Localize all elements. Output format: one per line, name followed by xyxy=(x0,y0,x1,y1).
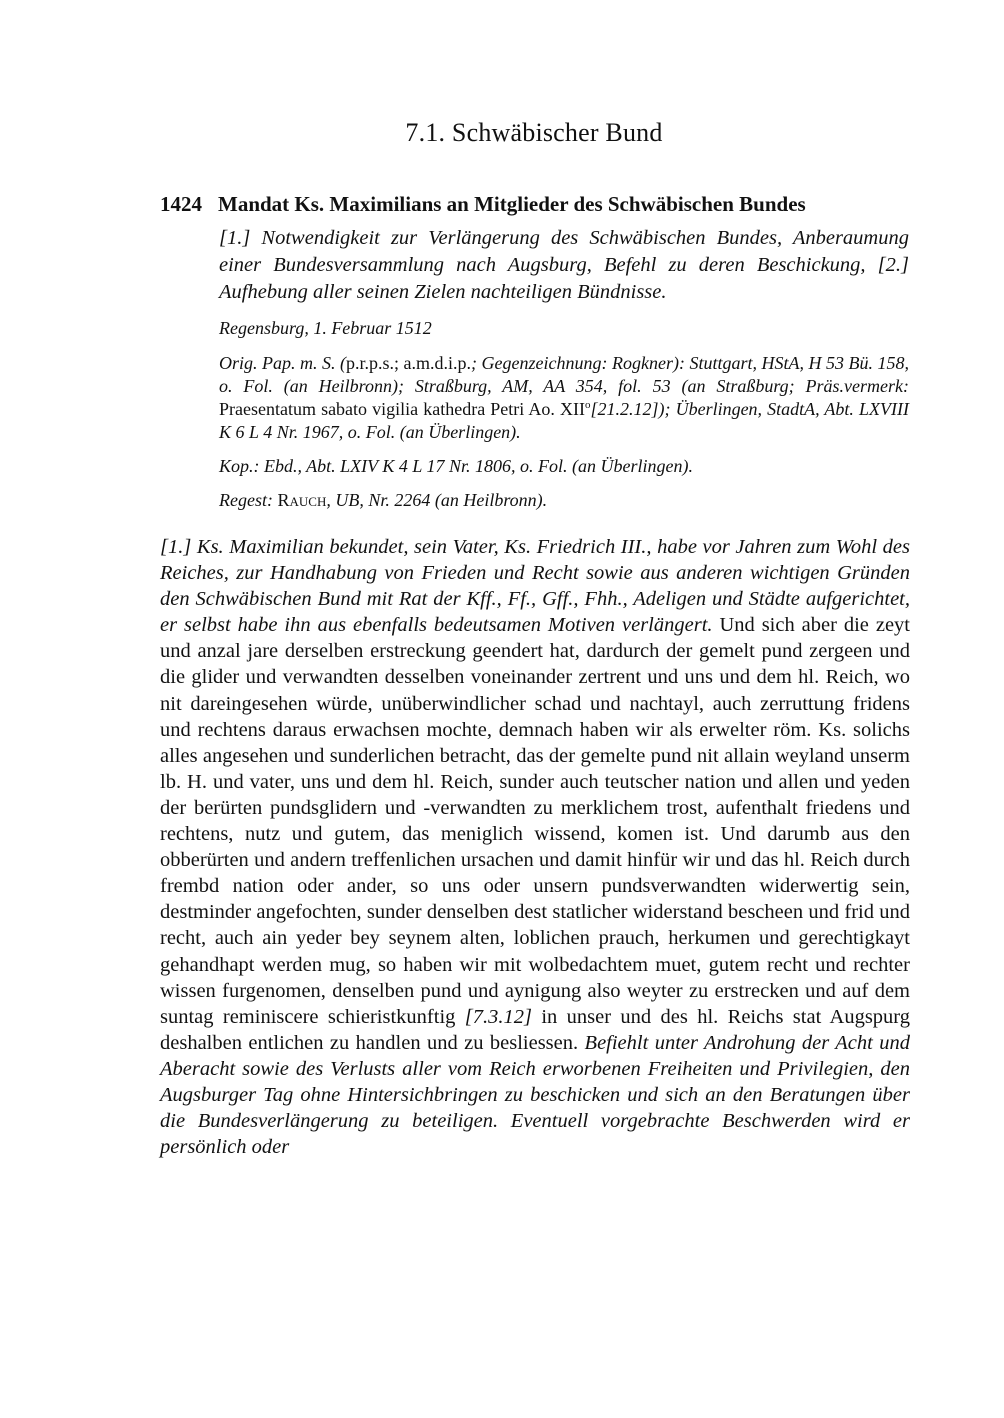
document-heading xyxy=(160,190,920,218)
original-source xyxy=(219,352,909,444)
orig-superscript: o xyxy=(584,399,591,411)
regest-rest: , UB, Nr. 2264 (an Heilbronn). xyxy=(326,490,548,510)
regest-author: Rauch xyxy=(277,490,327,510)
orig-part-7: [21.2.12]); Überlingen, StadtA, Abt. LXVIII K 6 L 4 Nr. 1967, o. Fol. (an Überlingen). xyxy=(219,399,909,442)
running-header xyxy=(0,117,1004,149)
place-date: Regensburg, 1. Februar 1512 xyxy=(219,318,432,338)
copy-source: Kop.: Ebd., Abt. LXIV K 4 L 17 Nr. 1806, o. Fol. (an Überlingen). xyxy=(219,456,694,476)
body-quote-1: Und sich aber die zeyt und anzal jare derselben erstreckung geendert hat, dardurch der gemelt pund zergeen und die glider und verwandten desselben voneinander zertrent und uns und dem hl. Reich, wo nit dareingesehen würde, unüberwindlicher schad und nachtayl, auch zerruttung fridens und rechtens daraus erwachsen mochte, demnach haben wir als erwelter röm. Ks. solichs alles angesehen und sunderlichen betracht, das der gemelte pund nit allain weyland unserm lb. H. und vater, uns und dem hl. Reich, sunder auch teutscher nation und allen und yeden der berürten pundsglidern und -verwandten zu merklichem trost, aufenthalt friedens und rechtens, nutz und gutem, das meniglich wissend, komen ist. Und darumb aus den obberürten und andern treffenlichen ursachen und damit hinfür wir und das hl. Reich durch frembd nation oder ander, so uns oder unsern pundsverwandten widerwertig sein, destminder angefochten, sunder denselben dest statlicher widerstand bescheen und frid und recht, auch ain yeder bey seynem alten, loblichen prauch, herkumen und gerechtigkayt gehandhapt werden mug, so haben wir mit wolbedachtem muet, gutem recht und rechter wissen furgenomen, denselben pund und aynigung also weyter zu erstrecken und auf dem suntag reminiscere schieristkunftig xyxy=(160,614,910,1028)
orig-part-1: Orig. Pap. m. S. ( xyxy=(219,353,347,373)
orig-part-3: a.m.d.i.p. xyxy=(399,353,472,373)
document-body xyxy=(160,534,910,1160)
document-number: 1424 xyxy=(160,192,202,216)
orig-part-5: Praesentatum sabato vigilia kathedra Petri Ao. XII xyxy=(219,399,585,419)
section-title: 7.1. Schwäbischer Bund xyxy=(405,118,663,147)
regest-reference xyxy=(219,489,909,512)
document-summary: [1.] Notwendigkeit zur Verlängerung des Schwäbischen Bundes, Anberaumung einer Bundesversammlung nach Augsburg, Befehl zu deren Beschickung, [2.] Aufhebung aller seinen Zielen nachteiligen Bündnisse. xyxy=(219,227,909,303)
orig-part-4: ; Gegenzeichnung: Rogkner): Stuttgart, HStA, H 53 Bü. 158, o. Fol. (an Heilbronn); Straßburg, AM, AA 354, fol. 53 (an Straßburg; Präs.vermerk: xyxy=(219,353,909,396)
regest-label: Regest: xyxy=(219,490,278,510)
orig-part-2: p.r.p.s.; xyxy=(346,353,400,373)
body-quote-2: in unser und des hl. Reichs stat Augspurg deshalben entlichen zu handlen und zu besliessen. xyxy=(160,1005,910,1054)
body-intro: [1.] Ks. Maximilian bekundet, sein Vater, Ks. Friedrich III., habe vor Jahren zum Wohl des Reiches, zur Handhabung von Frieden und Recht sowie aus anderen wichtigen Gründen den Schwäbischen Bund mit Rat der Kff., Ff., Gff., Fhh., Adeligen und Städte aufgerichtet, er selbst habe ihn aus ebenfalls bedeutsamen Motiven verlängert. xyxy=(160,536,910,637)
body-date-reference: [7.3.12] xyxy=(464,1005,532,1028)
document-title: Mandat Ks. Maximilians an Mitglieder des Schwäbischen Bundes xyxy=(218,192,806,216)
regest-block xyxy=(219,225,909,512)
body-outro: Befiehlt unter Androhung der Acht und Aberacht sowie des Verlusts aller vom Reich erworbenen Freiheiten und Privilegien, den Augsburger Tag ohne Hintersichbringen zu beschicken und sich an den Beratungen über die Bundesverlängerung zu beteiligen. Eventuell vorgebrachte Beschwerden wird er persönlich oder xyxy=(160,1031,910,1159)
